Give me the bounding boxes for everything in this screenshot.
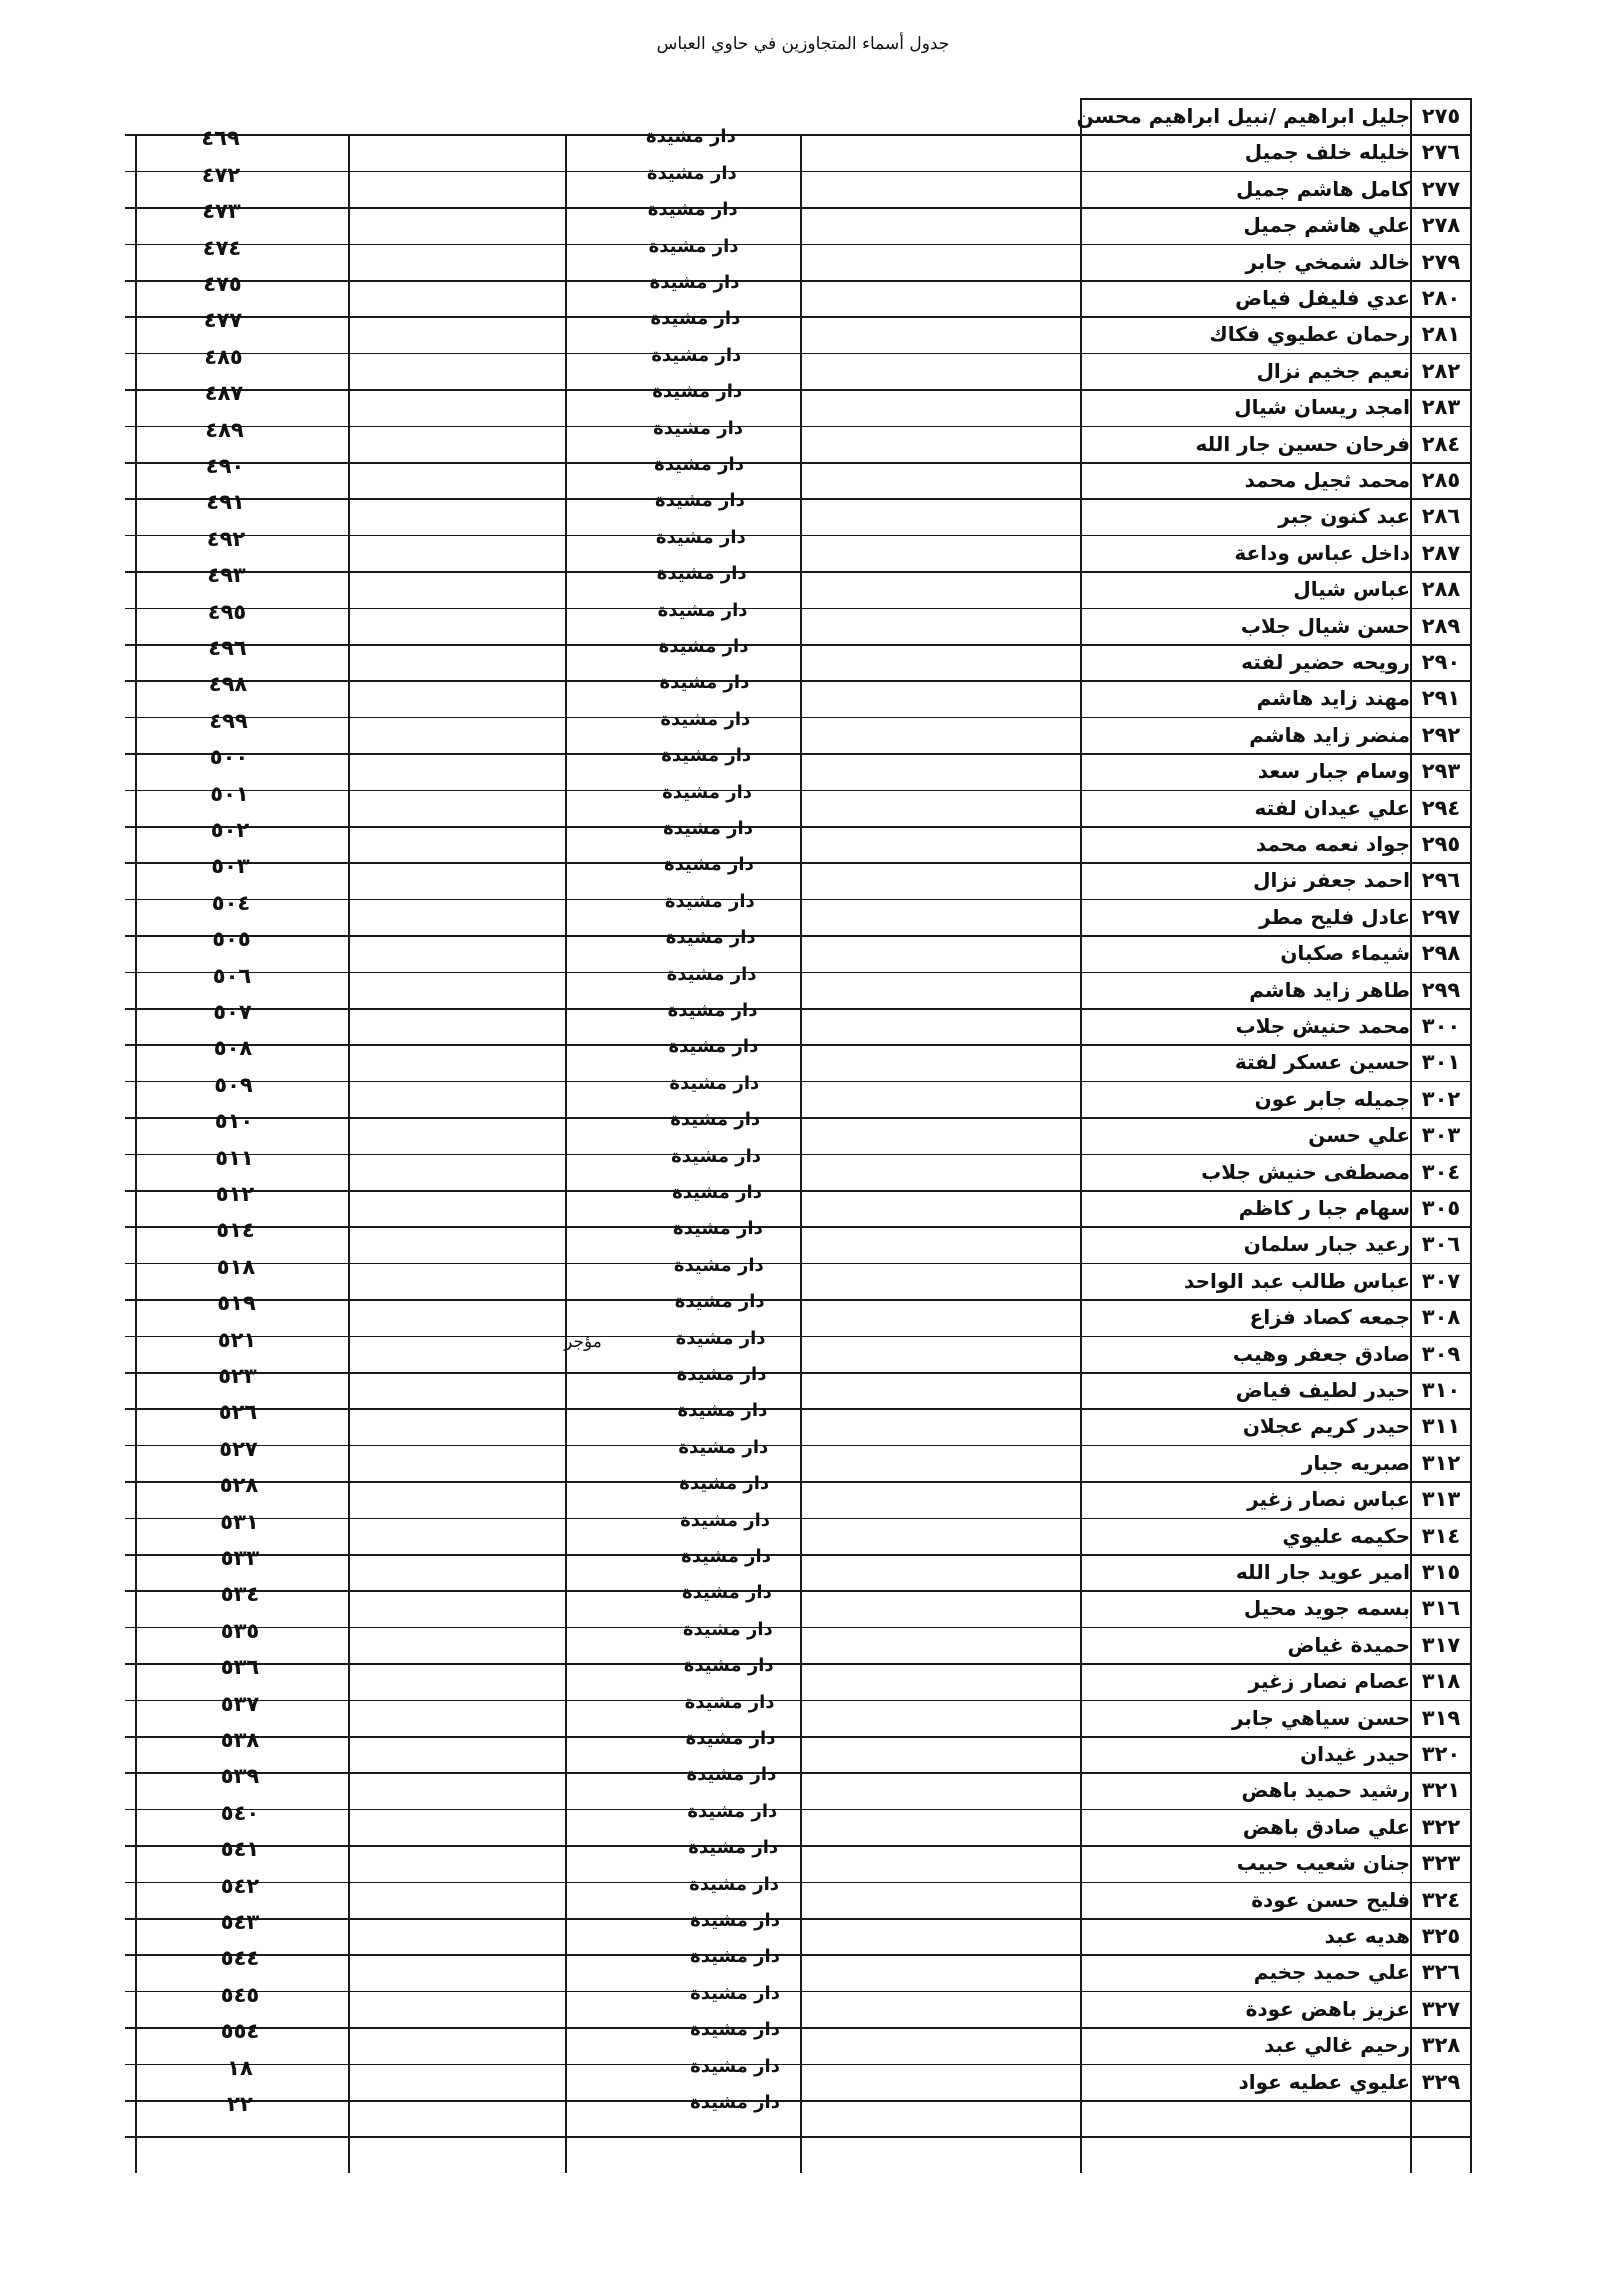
person-name: كامل هاشم جميل (1236, 176, 1410, 201)
person-name: عصام نصار زغير (1248, 1669, 1410, 1694)
person-name: خليله خلف جميل (1244, 140, 1410, 165)
person-name: رويحه حضير لفته (1241, 650, 1410, 674)
row-rule (125, 244, 1472, 246)
plot-number: ٤٧٤ (202, 235, 242, 260)
property-type: دار مشيدة (681, 1582, 772, 1604)
property-type: دار مشيدة (669, 1072, 760, 1094)
plot-number: ٤٦٩ (201, 126, 240, 151)
sequence-number: ٣٢١ (1421, 1778, 1461, 1803)
person-name: صبريه جبار (1301, 1450, 1410, 1475)
sequence-number: ٢٨٤ (1421, 431, 1461, 456)
sequence-number: ٣٠٦ (1421, 1232, 1461, 1257)
row-rule (125, 207, 1472, 209)
row-rule (125, 862, 1472, 864)
property-type: دار مشيدة (663, 818, 753, 839)
property-type: دار مشيدة (679, 1473, 770, 1495)
sequence-number: ٢٧٦ (1421, 140, 1461, 165)
property-type: دار مشيدة (686, 1764, 777, 1786)
row-rule (125, 717, 1472, 719)
plot-number: ٤٩٦ (208, 636, 247, 660)
note-text: مؤجر (564, 1331, 602, 1352)
person-name: خالد شمخي جابر (1245, 249, 1410, 274)
person-name: هديه عبد (1324, 1924, 1410, 1948)
plot-number: ٥٢٣ (218, 1364, 257, 1388)
row-rule (125, 2136, 1472, 2138)
sequence-number: ٣٢٣ (1421, 1851, 1461, 1876)
row-rule (125, 571, 1472, 573)
plot-number: ٥٤٣ (220, 1910, 260, 1934)
row-rule (125, 826, 1472, 828)
plot-number: ٥٠٦ (212, 963, 252, 988)
person-name: عليوي عطيه عواد (1238, 2069, 1410, 2094)
person-name: سهام جبا ر كاظم (1238, 1196, 1410, 1220)
plot-number: ٥٣٧ (220, 1691, 260, 1716)
person-name: حسين عسكر لفتة (1234, 1050, 1410, 1075)
row-rule (125, 353, 1472, 355)
property-type: دار مشيدة (651, 344, 742, 366)
sequence-number: ٢٨٦ (1421, 504, 1461, 529)
sequence-number: ٣١٧ (1421, 1632, 1461, 1657)
property-type: دار مشيدة (690, 2019, 780, 2041)
sequence-number: ٢٨٠ (1421, 286, 1461, 310)
property-type: دار مشيدة (672, 1182, 762, 1203)
person-name: نعيم جخيم نزال (1256, 358, 1410, 383)
person-name: عباس شيال (1293, 577, 1410, 602)
plot-number: ٥٤٤ (220, 1946, 260, 1971)
person-name: رشيد حميد باهض (1241, 1778, 1410, 1803)
person-name: عدي فليفل فياض (1235, 286, 1410, 310)
property-type: دار مشيدة (667, 1000, 758, 1021)
person-name: شيماء صكبان (1280, 941, 1410, 966)
person-name: امجد ريسان شيال (1234, 395, 1410, 420)
person-name: جمعه كصاد فزاع (1249, 1305, 1410, 1330)
sequence-number: ٣١٩ (1421, 1705, 1461, 1730)
plot-number: ٥٠٢ (210, 818, 250, 842)
property-type: دار مشيدة (649, 272, 740, 293)
sequence-number: ٢٩٧ (1421, 904, 1461, 929)
person-name: علي صادق باهض (1242, 1814, 1410, 1839)
person-name: رحمان عطيوي فكاك (1209, 322, 1410, 347)
sequence-number: ٢٨٧ (1421, 540, 1461, 565)
property-type: دار مشيدة (648, 235, 739, 257)
person-name: عادل فليح مطر (1259, 904, 1410, 929)
property-type: دار مشيدة (689, 1873, 780, 1895)
property-type: دار مشيدة (652, 381, 743, 403)
sequence-number: ٢٨٩ (1421, 613, 1461, 638)
plot-number: ٥١١ (215, 1145, 254, 1170)
plot-number: ٤٩٠ (205, 454, 245, 478)
plot-number: ٤٩٨ (208, 672, 248, 697)
sequence-number: ٣٠٠ (1421, 1014, 1461, 1038)
property-type: دار مشيدة (674, 1291, 765, 1313)
person-name: داخل عباس وداعة (1234, 540, 1410, 565)
plot-number: ١٨ (227, 2055, 253, 2080)
plot-number: ٤٩٣ (207, 563, 246, 588)
person-name: عباس طالب عبد الواحد (1184, 1268, 1410, 1293)
person-name: حميدة غياض (1287, 1632, 1410, 1657)
row-rule (125, 462, 1472, 464)
sequence-number: ٣٠٩ (1421, 1341, 1461, 1366)
sequence-number: ٢٨٣ (1421, 395, 1461, 420)
person-name: صادق جعفر وهيب (1232, 1341, 1410, 1366)
property-type: دار مشيدة (682, 1618, 773, 1640)
property-type: دار مشيدة (670, 1109, 761, 1131)
sequence-number: ٣٠٢ (1421, 1086, 1461, 1111)
person-name: حيدر غيدان (1300, 1742, 1410, 1766)
records-table (135, 98, 1472, 2173)
property-type: دار مشيدة (661, 745, 752, 767)
property-type: دار مشيدة (681, 1546, 771, 1567)
sequence-number: ٣٠٨ (1421, 1305, 1461, 1330)
person-name: مصطفى حنيش جلاب (1201, 1159, 1410, 1184)
property-type: دار مشيدة (677, 1400, 768, 1422)
row-rule (125, 134, 1472, 136)
sequence-number: ٢٧٩ (1421, 249, 1461, 274)
property-type: دار مشيدة (690, 1910, 780, 1931)
sequence-number: ٣١٥ (1421, 1560, 1461, 1584)
sequence-number: ٢٨٢ (1421, 358, 1461, 383)
person-name: عبد كنون جبر (1278, 504, 1410, 529)
property-type: دار مشيدة (647, 199, 738, 221)
person-name: فليح حسن عودة (1251, 1887, 1410, 1912)
sequence-number: ٣١٢ (1421, 1450, 1461, 1475)
sequence-number: ٣٢٤ (1421, 1887, 1461, 1912)
property-type: دار مشيدة (685, 1728, 776, 1749)
person-name: وسام جبار سعد (1257, 759, 1410, 784)
person-name: عزيز باهض عودة (1245, 1996, 1410, 2021)
person-name: احمد جعفر نزال (1253, 868, 1410, 893)
person-name: جميله جابر عون (1254, 1086, 1410, 1111)
property-type: دار مشيدة (645, 126, 736, 148)
row-rule (125, 171, 1472, 173)
sequence-number: ٣٢٦ (1421, 1960, 1461, 1985)
person-name: علي هاشم جميل (1243, 213, 1410, 238)
page-title: جدول أسماء المتجاوزين في حاوي العباس (656, 34, 950, 54)
sequence-number: ٣٠٣ (1421, 1123, 1461, 1148)
sequence-number: ٣١٣ (1421, 1487, 1461, 1512)
property-type: دار مشيدة (655, 526, 746, 548)
sequence-number: ٢٩٨ (1421, 941, 1461, 966)
sequence-number: ٢٩٩ (1421, 977, 1461, 1002)
plot-number: ٥٢٨ (219, 1473, 259, 1498)
plot-number: ٥٤٠ (220, 1800, 260, 1825)
plot-number: ٥٢٦ (218, 1400, 258, 1425)
property-type: دار مشيدة (646, 162, 737, 184)
person-name: عباس نصار زغير (1247, 1487, 1410, 1512)
property-type: دار مشيدة (658, 636, 749, 657)
plot-number: ٥٥٤ (220, 2019, 260, 2044)
plot-number: ٥٤٢ (220, 1873, 260, 1898)
plot-number: ٤٩١ (206, 490, 245, 515)
sequence-number: ٢٨١ (1421, 322, 1461, 347)
property-type: دار مشيدة (684, 1691, 775, 1713)
person-name: رحيم غالي عبد (1264, 2033, 1410, 2058)
plot-number: ٤٩٩ (209, 708, 248, 733)
plot-number: ٥٣٤ (220, 1582, 260, 1607)
sequence-number: ٣١٠ (1421, 1378, 1461, 1402)
property-type: دار مشيدة (662, 781, 753, 803)
property-type: دار مشيدة (690, 1946, 780, 1968)
plot-number: ٥٠٠ (209, 745, 249, 770)
person-name: حسن شيال جلاب (1240, 613, 1410, 638)
plot-number: ٥٠٤ (211, 890, 251, 915)
plot-number: ٤٨٧ (204, 381, 244, 406)
row-rule (125, 790, 1472, 792)
plot-number: ٥٣٩ (220, 1764, 260, 1789)
property-type: دار مشيدة (664, 890, 755, 912)
plot-number: ٥٣٦ (220, 1655, 260, 1680)
sequence-number: ٢٩٦ (1421, 868, 1461, 893)
plot-number: ٥٠٣ (211, 854, 250, 879)
sequence-number: ٢٩٢ (1421, 722, 1461, 747)
sequence-number: ٢٧٧ (1421, 176, 1461, 201)
row-rule (125, 389, 1472, 391)
sequence-number: ٢٧٨ (1421, 213, 1461, 238)
plot-number: ٥٢٧ (219, 1436, 258, 1461)
sequence-number: ٣٢٧ (1421, 1996, 1461, 2021)
plot-number: ٤٧٥ (203, 272, 242, 296)
property-type: دار مشيدة (690, 1982, 780, 2004)
person-name: حيدر لطيف فياض (1235, 1378, 1410, 1402)
property-type: دار مشيدة (690, 2055, 780, 2077)
property-type: دار مشيدة (672, 1218, 763, 1240)
row-rule (125, 498, 1472, 500)
person-name: جنان شعيب حبيب (1236, 1851, 1410, 1876)
property-type: دار مشيدة (671, 1145, 762, 1167)
plot-number: ٥٣٨ (220, 1728, 260, 1752)
person-name: علي عيدان لفته (1254, 795, 1410, 820)
person-name: جواد نعمه محمد (1255, 832, 1410, 856)
sequence-number: ٢٩٠ (1421, 650, 1461, 674)
plot-number: ٤٨٥ (204, 344, 243, 369)
plot-number: ٥٤٥ (220, 1982, 260, 2007)
row-rule (125, 753, 1472, 755)
plot-number: ٥٠٧ (213, 1000, 252, 1024)
property-type: دار مشيدة (680, 1509, 771, 1531)
plot-number: ٤٩٢ (206, 526, 246, 551)
property-type: دار مشيدة (666, 963, 757, 985)
person-name: بسمه جويد محيل (1243, 1596, 1410, 1621)
sequence-number: ٢٨٨ (1421, 577, 1461, 602)
plot-number: ٥٣٣ (220, 1546, 260, 1570)
row-rule (125, 426, 1472, 428)
plot-number: ٥٠٥ (212, 927, 251, 952)
person-name: رعيد جبار سلمان (1243, 1232, 1410, 1257)
property-type: دار مشيدة (657, 599, 748, 621)
sequence-number: ٣٠٤ (1421, 1159, 1461, 1184)
sequence-number: ٣١١ (1421, 1414, 1461, 1439)
property-type: دار مشيدة (654, 454, 744, 475)
plot-number: ٥١٩ (217, 1291, 256, 1316)
plot-number: ٥٢١ (217, 1327, 257, 1352)
person-name: امير عويد جار الله (1235, 1560, 1410, 1584)
row-rule (125, 899, 1472, 901)
plot-number: ٥٠٨ (213, 1036, 253, 1061)
person-name: طاهر زايد هاشم (1249, 977, 1410, 1002)
sequence-number: ٣٢٥ (1421, 1924, 1461, 1948)
row-rule (125, 280, 1472, 282)
sequence-number: ٣٠٧ (1421, 1268, 1461, 1293)
sequence-number: ٣٠٥ (1421, 1196, 1461, 1220)
property-type: دار مشيدة (675, 1327, 766, 1349)
property-type: دار مشيدة (673, 1254, 764, 1276)
property-type: دار مشيدة (653, 417, 744, 439)
person-name: علي حميد جخيم (1253, 1960, 1410, 1985)
person-name: حيدر كريم عجلان (1242, 1414, 1410, 1439)
property-type: دار مشيدة (668, 1036, 759, 1058)
sequence-number: ٣٠١ (1421, 1050, 1461, 1075)
plot-number: ٥٣٥ (220, 1618, 260, 1643)
row-rule (125, 644, 1472, 646)
property-type: دار مشيدة (676, 1364, 767, 1385)
property-type: دار مشيدة (683, 1655, 774, 1677)
plot-number: ٢٢ (227, 2092, 253, 2116)
plot-number: ٤٩٥ (207, 599, 247, 624)
row-rule (125, 1044, 1472, 1046)
sequence-number: ٢٩٥ (1421, 832, 1461, 856)
sequence-number: ٣١٦ (1421, 1596, 1461, 1621)
row-rule (125, 935, 1472, 937)
person-name: منضر زايد هاشم (1249, 722, 1410, 747)
property-type: دار مشيدة (665, 927, 756, 949)
property-type: دار مشيدة (660, 708, 751, 730)
plot-number: ٥١٨ (216, 1254, 256, 1279)
sequence-number: ٢٩١ (1421, 686, 1461, 711)
person-name: حكيمه عليوي (1282, 1523, 1410, 1548)
person-name: محمد حنيش جلاب (1235, 1014, 1410, 1038)
person-name: مهند زايد هاشم (1256, 686, 1410, 711)
property-type: دار مشيدة (688, 1837, 779, 1859)
property-type: دار مشيدة (656, 563, 747, 585)
plot-number: ٤٧٢ (201, 162, 241, 187)
property-type: دار مشيدة (654, 490, 745, 512)
plot-number: ٥٤١ (220, 1837, 260, 1862)
plot-number: ٥١٤ (216, 1218, 255, 1243)
sequence-number: ٣٢٩ (1421, 2069, 1461, 2094)
plot-number: ٥٣١ (220, 1509, 259, 1534)
person-name: جليل ابراهيم /نبيل ابراهيم محسن (1076, 104, 1410, 128)
sequence-number: ٢٩٤ (1421, 795, 1461, 820)
sequence-number: ٢٨٥ (1421, 468, 1461, 492)
property-type: دار مشيدة (687, 1800, 778, 1822)
property-type: دار مشيدة (659, 672, 750, 694)
person-name: فرحان حسين جار الله (1195, 431, 1410, 456)
person-name: علي حسن (1308, 1123, 1410, 1148)
property-type: دار مشيدة (663, 854, 754, 876)
plot-number: ٥١٢ (215, 1182, 255, 1206)
person-name: حسن سياهي جابر (1231, 1705, 1410, 1730)
row-rule (125, 1008, 1472, 1010)
sequence-number: ٣٢٠ (1421, 1742, 1461, 1766)
row-rule (1080, 98, 1472, 100)
plot-number: ٤٨٩ (205, 417, 244, 442)
property-type: دار مشيدة (690, 2092, 780, 2113)
row-rule (125, 680, 1472, 682)
sequence-number: ٣١٤ (1421, 1523, 1461, 1548)
row-rule (125, 608, 1472, 610)
row-rule (125, 316, 1472, 318)
person-name: محمد ثجيل محمد (1244, 468, 1410, 492)
sequence-number: ٣١٨ (1421, 1669, 1461, 1694)
plot-number: ٤٧٧ (203, 308, 243, 333)
sequence-number: ٣٢٢ (1421, 1814, 1461, 1839)
plot-number: ٥٠١ (210, 781, 249, 806)
property-type: دار مشيدة (650, 308, 741, 330)
property-type: دار مشيدة (678, 1436, 769, 1458)
row-rule (125, 972, 1472, 974)
plot-number: ٥١٠ (214, 1109, 254, 1134)
sequence-number: ٢٧٥ (1421, 104, 1461, 128)
sequence-number: ٣٢٨ (1421, 2033, 1461, 2058)
row-rule (125, 535, 1472, 537)
plot-number: ٤٧٣ (202, 199, 241, 224)
plot-number: ٥٠٩ (214, 1072, 253, 1097)
sequence-number: ٢٩٣ (1421, 759, 1461, 784)
